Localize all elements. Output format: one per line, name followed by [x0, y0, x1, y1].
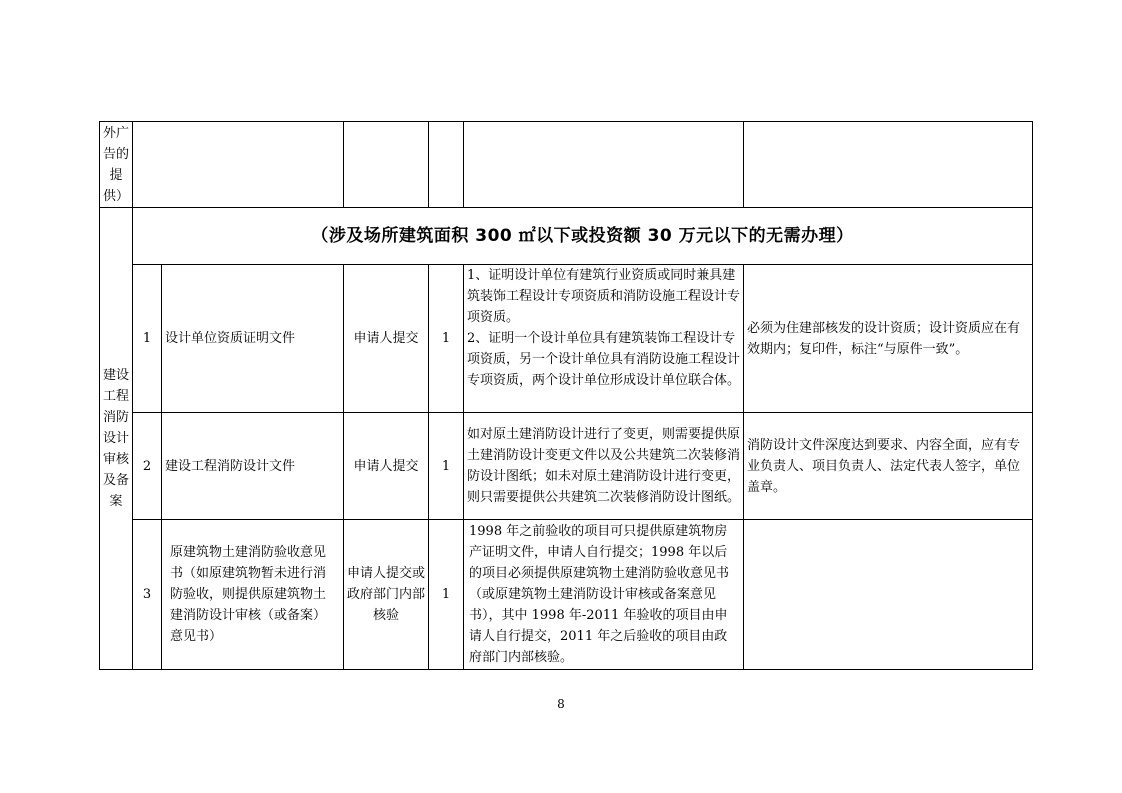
table-row	[100, 265, 1033, 413]
empty-cell	[429, 122, 464, 208]
row-number: 2	[133, 413, 162, 520]
exemption-notice: （涉及场所建筑面积 300 ㎡以下或投资额 30 万元以下的无需办理）	[133, 208, 1033, 265]
section-a-label: 外广告的提供）	[100, 122, 133, 208]
copies: 1	[429, 520, 464, 670]
material-requirement: 消防设计文件深度达到要求、内容全面，应有专业负责人、项目负责人、法定代表人签字，单位盖章。	[744, 413, 1033, 520]
table-row	[100, 413, 1033, 520]
table-row	[100, 208, 1033, 265]
table-row	[100, 122, 1033, 208]
material-source: 申请人提交或政府部门内部核验	[344, 520, 429, 670]
material-detail: 如对原土建消防设计进行了变更，则需要提供原土建消防设计变更文件以及公共建筑二次装修消防设计图纸；如未对原土建消防设计进行变更，则只需要提供公共建筑二次装修消防设计图纸。	[464, 413, 744, 520]
material-source: 申请人提交	[344, 265, 429, 413]
row-number: 1	[133, 265, 162, 413]
material-name: 建设工程消防设计文件	[162, 413, 344, 520]
empty-cell	[344, 122, 429, 208]
material-requirement: 必须为住建部核发的设计资质；设计资质应在有效期内；复印件，标注“与原件一致”。	[744, 265, 1033, 413]
page-number: 8	[557, 697, 565, 711]
empty-cell	[744, 122, 1033, 208]
row-number: 3	[133, 520, 162, 670]
copies: 1	[429, 265, 464, 413]
copies: 1	[429, 413, 464, 520]
material-detail: 1998 年之前验收的项目可只提供原建筑物房产证明文件，申请人自行提交；1998 年以后的项目必须提供原建筑物土建消防验收意见书（或原建筑物土建消防设计审核或备案意见书），其中 1998 年-2011 年验收的项目由申请人自行提交，2011 年之后验收的项目由政府部门内部核验。	[464, 520, 744, 670]
materials-table	[99, 121, 1033, 670]
material-source: 申请人提交	[344, 413, 429, 520]
empty-cell	[464, 122, 744, 208]
section-b-label: 建设工程消防设计审核及备案	[100, 208, 133, 670]
material-requirement	[744, 520, 1033, 670]
material-name: 设计单位资质证明文件	[162, 265, 344, 413]
table-row	[100, 520, 1033, 670]
empty-cell	[133, 122, 344, 208]
material-name: 原建筑物土建消防验收意见书（如原建筑物暂未进行消防验收，则提供原建筑物土建消防设计审核（或备案）意见书）	[162, 520, 344, 670]
material-detail: 1、证明设计单位有建筑行业资质或同时兼具建筑装饰工程设计专项资质和消防设施工程设计专项资质。 2、证明一个设计单位具有建筑装饰工程设计专项资质，另一个设计单位具有消防设施工程设计专项资质，两个设计单位形成设计单位联合体。	[464, 265, 744, 413]
